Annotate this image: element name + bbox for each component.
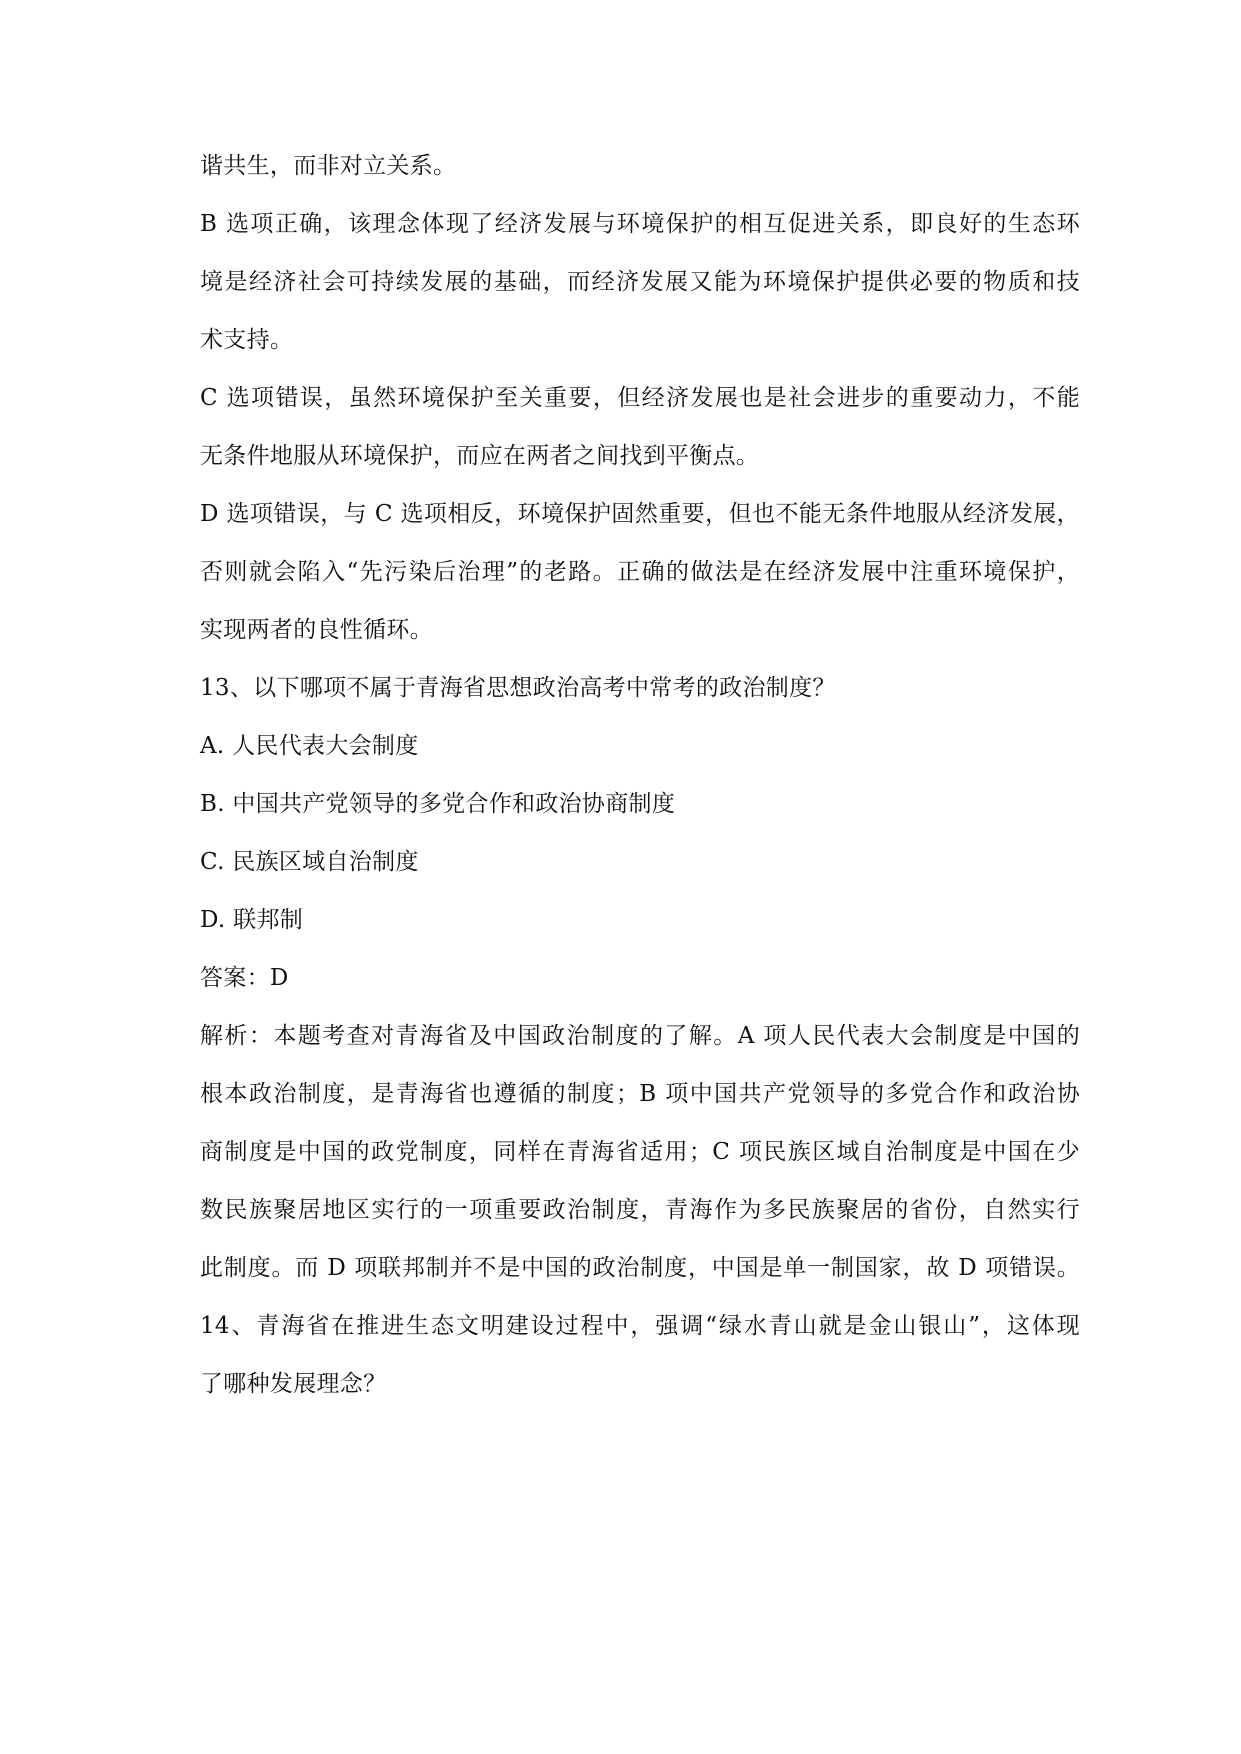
question-13: 13、以下哪项不属于青海省思想政治高考中常考的政治制度？ [200,675,836,701]
text-line: B 选项正确，该理念体现了经济发展与环境保护的相互促进关系，即良好的生态环 [200,211,1080,237]
question-14: 14、青海省在推进生态文明建设过程中，强调“绿水青山就是金山银山”，这体现 [200,1313,1080,1339]
text-line: 否则就会陷入“先污染后治理”的老路。正确的做法是在经济发展中注重环境保护， [200,559,1080,585]
text-line: C 选项错误，虽然环境保护至关重要，但经济发展也是社会进步的重要动力，不能 [200,385,1080,411]
text-line: D 选项错误，与 C 选项相反，环境保护固然重要，但也不能无条件地服从经济发展， [200,501,1080,527]
text-line: 术支持。 [200,327,294,353]
text-line: 实现两者的良性循环。 [200,617,433,643]
option-a: A. 人民代表大会制度 [200,733,419,759]
analysis-line: 商制度是中国的政党制度，同样在青海省适用；C 项民族区域自治制度是中国在少 [200,1139,1080,1165]
analysis-line: 解析：本题考查对青海省及中国政治制度的了解。A 项人民代表大会制度是中国的 [200,1023,1080,1049]
analysis-line: 数民族聚居地区实行的一项重要政治制度，青海作为多民族聚居的省份，自然实行 [200,1197,1080,1223]
option-c: C. 民族区域自治制度 [200,849,419,875]
text-line: 无条件地服从环境保护，而应在两者之间找到平衡点。 [200,443,760,469]
answer: 答案：D [200,965,289,991]
text-line: 境是经济社会可持续发展的基础，而经济发展又能为环境保护提供必要的物质和技 [200,269,1080,295]
text-line: 谐共生，而非对立关系。 [200,153,457,179]
option-d: D. 联邦制 [200,907,304,933]
analysis-line: 此制度。而 D 项联邦制并不是中国的政治制度，中国是单一制国家，故 D 项错误。 [200,1255,1080,1281]
option-b: B. 中国共产党领导的多党合作和政治协商制度 [200,791,676,817]
analysis-line: 根本政治制度，是青海省也遵循的制度；B 项中国共产党领导的多党合作和政治协 [200,1081,1080,1107]
question-14-cont: 了哪种发展理念？ [200,1371,387,1397]
